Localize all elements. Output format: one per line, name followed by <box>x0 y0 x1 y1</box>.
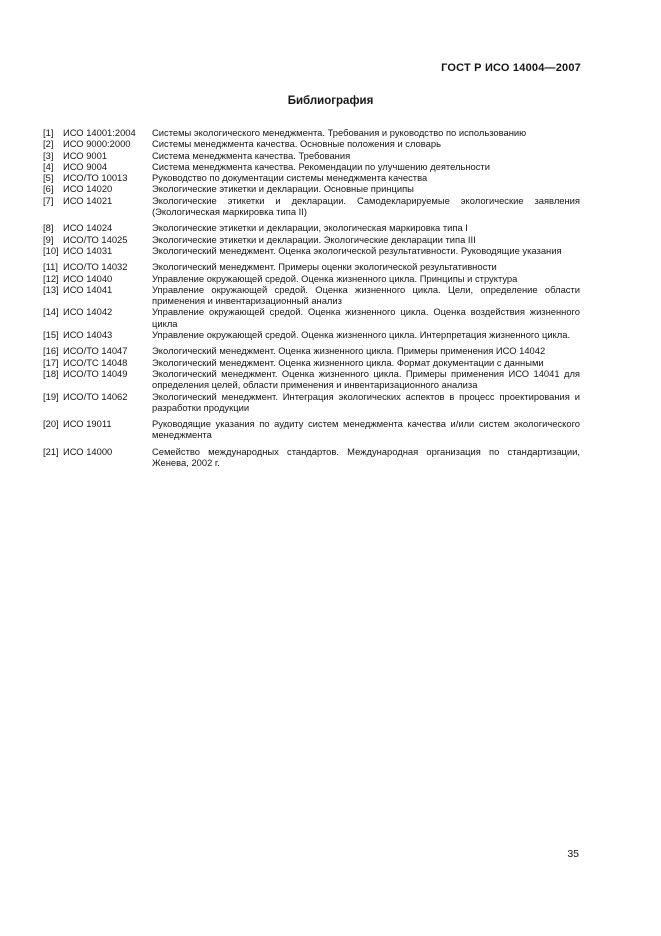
reference-number: [15] <box>43 329 59 341</box>
reference-item <box>43 161 580 172</box>
reference-label <box>43 418 152 429</box>
reference-description: Системы менеджмента качества. Основные положения и словарь <box>152 138 441 150</box>
reference-standard: ИСО 14043 <box>63 329 113 341</box>
reference-standard: ИСО 14000 <box>63 445 113 457</box>
reference-description: Руководящие указания по аудиту систем менеджмента качества и/или систем экологического менеджмента <box>152 418 580 441</box>
page-title: Библиография <box>287 95 374 107</box>
reference-item <box>43 306 580 329</box>
reference-description: Экологический менеджмент. Интеграция экологических аспектов в процесс проектирования и разработки продукции <box>152 390 580 413</box>
reference-item <box>43 357 580 368</box>
reference-description: Системы экологического менеджмента. Требования и руководство по использованию <box>152 127 527 138</box>
reference-item <box>43 222 580 233</box>
reference-standard: ИСО 14031 <box>63 244 113 256</box>
reference-description: Экологический менеджмент. Примеры оценки экологической результативности <box>152 261 497 273</box>
reference-item <box>43 127 580 138</box>
reference-item <box>43 446 580 469</box>
reference-number: [1] <box>43 127 54 138</box>
reference-description: Экологический менеджмент. Оценка жизненного цикла. Примеры применения ИСО 14042 <box>152 345 546 357</box>
reference-label <box>43 183 152 194</box>
reference-item <box>43 418 580 441</box>
reference-item <box>43 150 580 161</box>
reference-description: Управление окружающей средой. Оценка жизненного цикла. Интерпретация жизненного цикла. <box>152 329 571 341</box>
reference-item <box>43 329 580 340</box>
reference-description: Управление окружающей средой. Оценка жизненного цикла. Оценка воздействия жизненного цикла <box>152 306 580 329</box>
reference-description: Экологические этикетки и декларации. Основные принципы <box>152 183 414 195</box>
reference-standard: ИСО/ТО 10013 <box>63 172 128 184</box>
reference-number: [17] <box>43 356 59 368</box>
reference-label <box>43 127 152 138</box>
reference-label <box>43 273 152 284</box>
reference-standard: ИСО 14021 <box>63 194 113 206</box>
reference-item <box>43 261 580 272</box>
reference-number: [14] <box>43 306 59 318</box>
reference-standard: ИСО/ТО 14032 <box>63 261 128 273</box>
reference-number: [7] <box>43 194 54 206</box>
reference-label <box>43 391 152 402</box>
reference-number: [4] <box>43 160 54 172</box>
reference-label <box>43 368 152 379</box>
reference-item <box>43 183 580 194</box>
reference-item <box>43 245 580 256</box>
reference-label <box>43 261 152 272</box>
reference-standard: ИСО 14040 <box>63 272 113 284</box>
reference-item <box>43 284 580 307</box>
reference-description: Система менеджмента качества. Рекомендации по улучшению деятельности <box>152 160 490 172</box>
reference-number: [20] <box>43 418 59 430</box>
reference-standard: ИСО/ТО 14062 <box>63 390 128 402</box>
reference-standard: ИСО/ТО 14047 <box>63 345 128 357</box>
reference-item <box>43 391 580 414</box>
reference-number: [21] <box>43 445 59 457</box>
reference-label <box>43 329 152 340</box>
reference-description: Экологические этикетки и декларации. Самодекларируемые экологические заявления (Экологическая маркировка типа II) <box>152 194 580 218</box>
reference-number: [18] <box>43 367 59 379</box>
reference-description: Управление окружающей средой. Оценка жизненного цикла. Принципы и структура <box>152 272 518 284</box>
reference-description: Семейство международных стандартов. Международная организация по стандартизации, Женева, 2002 г. <box>152 445 580 469</box>
reference-item <box>43 273 580 284</box>
reference-description: Руководство по документации системы менеджмента качества <box>152 172 428 184</box>
reference-description: Система менеджмента качества. Требования <box>152 149 351 161</box>
reference-item <box>43 345 580 356</box>
reference-label <box>43 446 152 457</box>
reference-label <box>43 222 152 233</box>
reference-number: [11] <box>43 261 58 273</box>
reference-standard: ИСО 9004 <box>63 160 108 172</box>
reference-item <box>43 138 580 149</box>
reference-number: [9] <box>43 233 54 245</box>
reference-standard: ИСО 9001 <box>63 149 108 161</box>
page-number: 35 <box>567 848 579 860</box>
reference-description: Экологические этикетки и декларации, экологическая маркировка типа I <box>152 222 468 234</box>
document-header: ГОСТ Р ИСО 14004—2007 <box>441 62 581 74</box>
reference-label <box>43 306 152 317</box>
reference-standard: ИСО 14020 <box>63 183 113 195</box>
reference-item <box>43 234 580 245</box>
reference-label <box>43 195 152 206</box>
reference-number: [13] <box>43 283 59 295</box>
reference-description: Экологический менеджмент. Оценка экологической результативности. Руководящие указания <box>152 244 562 256</box>
reference-description: Экологический менеджмент. Оценка жизненного цикла. Примеры применения ИСО 14041 для определения целей, области применения и инвентаризационного анализа <box>152 367 580 391</box>
reference-label <box>43 357 152 368</box>
reference-item <box>43 172 580 183</box>
reference-standard: ИСО/ТО 14049 <box>63 367 128 379</box>
reference-standard: ИСО/ТС 14048 <box>63 356 128 368</box>
reference-item <box>43 368 580 391</box>
reference-standard: ИСО 14001:2004 <box>63 127 136 138</box>
reference-number: [10] <box>43 244 59 256</box>
reference-standard: ИСО 19011 <box>63 418 112 430</box>
reference-standard: ИСО 14024 <box>63 222 113 234</box>
reference-description: Управление окружающей средой. Оценка жизненного цикла. Цели, определение области применения и инвентаризационный анализ <box>152 283 580 307</box>
reference-standard: ИСО 9000:2000 <box>63 138 131 150</box>
reference-standard: ИСО 14042 <box>63 306 113 318</box>
reference-standard: ИСО 14041 <box>63 283 113 295</box>
reference-description: Экологический менеджмент. Оценка жизненного цикла. Формат документации с данными <box>152 356 544 368</box>
reference-label <box>43 284 152 295</box>
reference-label <box>43 234 152 245</box>
reference-description: Экологические этикетки и декларации. Экологические декларации типа III <box>152 233 476 245</box>
reference-label <box>43 138 152 149</box>
references-list <box>43 127 580 468</box>
reference-number: [19] <box>43 390 59 402</box>
reference-number: [5] <box>43 172 54 184</box>
reference-item <box>43 195 580 218</box>
reference-number: [3] <box>43 149 54 161</box>
reference-number: [6] <box>43 183 54 195</box>
reference-standard: ИСО/ТО 14025 <box>63 233 128 245</box>
reference-label <box>43 345 152 356</box>
reference-label <box>43 245 152 256</box>
reference-label <box>43 161 152 172</box>
reference-label <box>43 150 152 161</box>
reference-label <box>43 172 152 183</box>
reference-number: [12] <box>43 272 59 284</box>
reference-number: [16] <box>43 345 59 357</box>
reference-number: [8] <box>43 222 54 234</box>
reference-number: [2] <box>43 138 54 150</box>
